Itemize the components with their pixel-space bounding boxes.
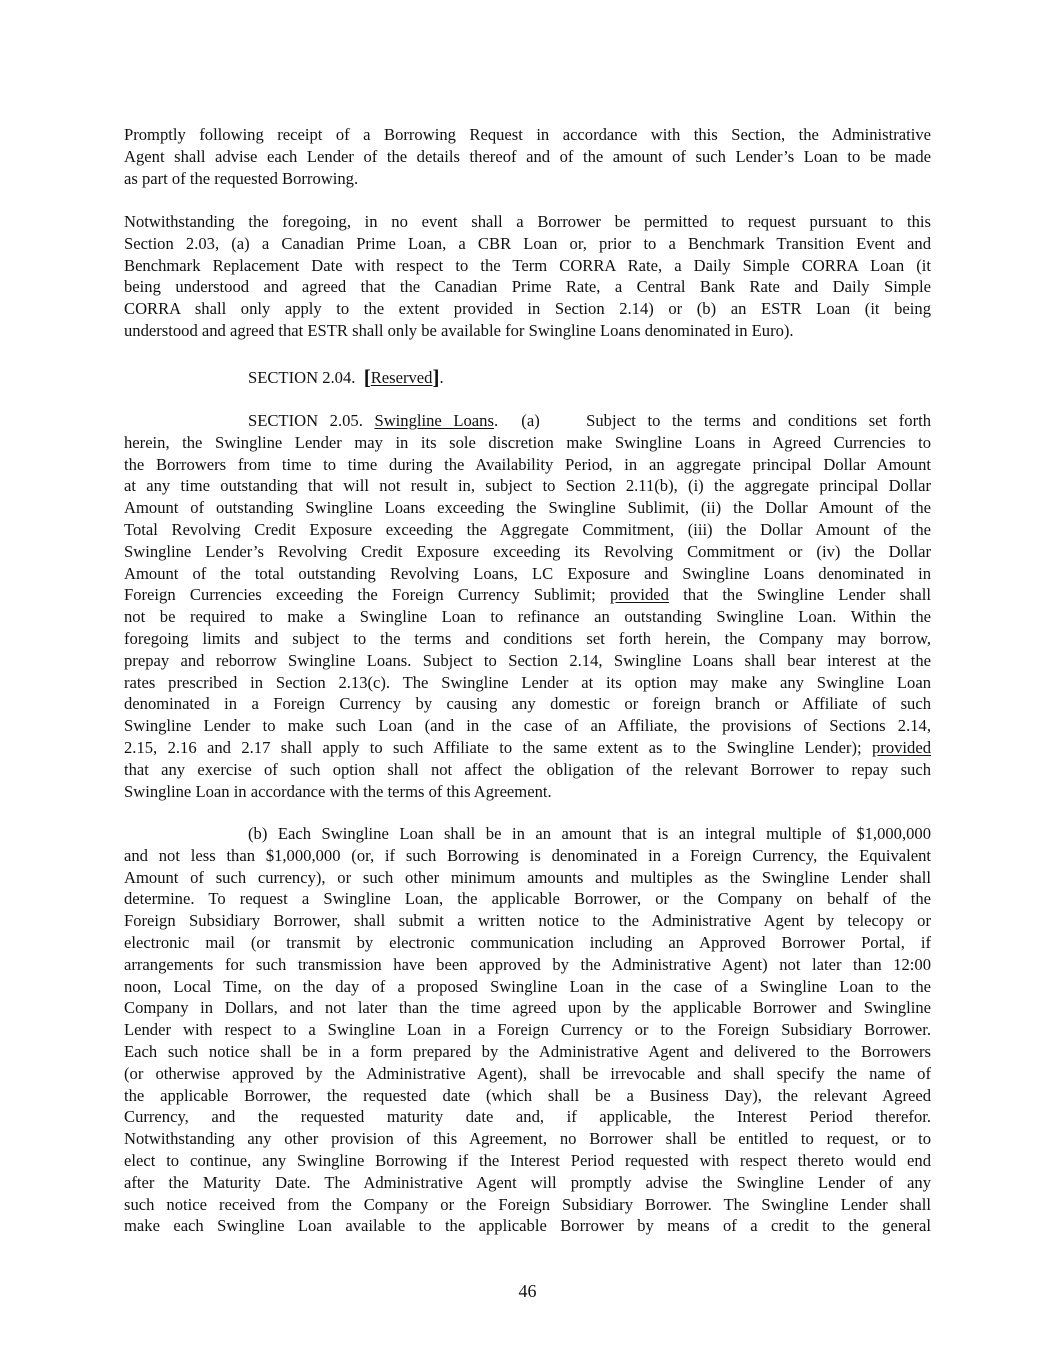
text-line: the Borrowers from time to time during the Availability Period, in an aggregate principal Dollar Amount (124, 454, 931, 474)
text-line (124, 410, 931, 432)
text-line: after the Maturity Date. The Administrative Agent will promptly advise the Swingline Lender of any (124, 1172, 931, 1192)
text-segment: that the Swingline Lender shall (668, 585, 931, 605)
text-line: as part of the requested Borrowing. (124, 168, 359, 188)
text-line: (b) Each Swingline Loan shall be in an amount that is an integral multiple of $1,000,000 (248, 824, 931, 843)
paragraph-section-2-05-a (124, 410, 931, 802)
text-line: not be required to make a Swingline Loan to refinance an outstanding Swingline Loan. Within the (124, 607, 931, 627)
page-number: 46 (518, 1281, 537, 1301)
text-line: make each Swingline Loan available to the applicable Borrower by means of a credit to the general (124, 1216, 931, 1236)
text-line: that any exercise of such option shall not affect the obligation of the relevant Borrower to repay such (124, 759, 931, 779)
text-line: foregoing limits and subject to the terms and conditions set forth herein, the Company may borrow, (124, 628, 931, 648)
text-line: Swingline Lender to make such Loan (and in the case of an Affiliate, the provisions of Sections 2.14, (124, 716, 931, 736)
text-line: Promptly following receipt of a Borrowing Request in accordance with this Section, the Administrative (124, 125, 931, 144)
paragraph-section-2-05-b (124, 823, 931, 1237)
underlined-term: Swingline Loans (374, 411, 494, 430)
text-line: Lender with respect to a Swingline Loan in a Foreign Currency or to the Foreign Subsidiary Borrower. (124, 1020, 931, 1040)
text-line: determine. To request a Swingline Loan, the applicable Borrower, or the Company on behalf of the (124, 889, 931, 909)
text-segment: . (a) Subject to the terms and conditions set forth (493, 411, 932, 430)
bracket-open: [ (363, 365, 371, 389)
text-line: Amount of such currency), or such other minimum amounts and multiples as the Swingline Lender shall (124, 867, 931, 887)
text-line: Agent shall advise each Lender of the details thereof and of the amount of such Lender’s Loan to be made (124, 146, 931, 166)
text-line: Foreign Subsidiary Borrower, shall submit a written notice to the Administrative Agent by telecopy or (124, 911, 931, 931)
text-line: (or otherwise approved by the Administrative Agent), shall be irrevocable and shall specify the name of (124, 1063, 931, 1083)
text-line: understood and agreed that ESTR shall only be available for Swingline Loans denominated in Euro). (124, 320, 794, 340)
text-line: Currency, and the requested maturity date and, if applicable, the Interest Period therefor. (124, 1107, 931, 1127)
text-line (124, 584, 931, 606)
text-line: such notice received from the Company or the Foreign Subsidiary Borrower. The Swingline Lender shall (124, 1194, 931, 1214)
text-line: Section 2.03, (a) a Canadian Prime Loan, a CBR Loan or, prior to a Benchmark Transition Event and (124, 233, 931, 253)
text-line: Swingline Lender’s Revolving Credit Exposure exceeding its Revolving Commitment or (iv) the Dollar (124, 541, 931, 561)
text-line: the applicable Borrower, the requested date (which shall be a Business Day), the relevant Agreed (124, 1085, 931, 1105)
text-line: Each such notice shall be in a form prepared by the Administrative Agent and delivered to the Borrowers (124, 1041, 931, 1061)
text-line: electronic mail (or transmit by electronic communication including an Approved Borrower Portal, if (124, 932, 931, 952)
section-title-reserved: Reserved (370, 368, 433, 387)
section-number: SECTION 2.04. (248, 368, 364, 387)
text-line: Swingline Loan in accordance with the terms of this Agreement. (124, 781, 552, 801)
text-line: herein, the Swingline Lender may in its sole discretion make Swingline Loans in Agreed Currencies to (124, 432, 931, 452)
text-line: at any time outstanding that will not result in, subject to Section 2.11(b), (i) the aggregate principal Dollar (124, 476, 931, 496)
bracket-close: ] (432, 365, 440, 389)
text-line: Benchmark Replacement Date with respect to the Term CORRA Rate, a Daily Simple CORRA Loan (it (124, 255, 931, 275)
underlined-term: provided (609, 585, 669, 605)
text-line: Amount of outstanding Swingline Loans exceeding the Swingline Sublimit, (ii) the Dollar Amount of the (124, 498, 931, 518)
text-segment: 2.15, 2.16 and 2.17 shall apply to such Affiliate to the same extent as to the Swingline Lender); (124, 737, 872, 757)
text-line: being understood and agreed that the Canadian Prime Rate, a Central Bank Rate and Daily Simple (124, 277, 931, 297)
text-line: Total Revolving Credit Exposure exceeding the Aggregate Commitment, (iii) the Dollar Amount of the (124, 519, 931, 539)
text-segment: SECTION 2.05. (248, 411, 375, 430)
underlined-term: provided (872, 737, 931, 757)
section-period: . (439, 368, 444, 387)
text-line: Notwithstanding the foregoing, in no event shall a Borrower be permitted to request pursuant to this (124, 212, 931, 231)
text-line: Notwithstanding any other provision of this Agreement, no Borrower shall be entitled to request, or to (124, 1129, 931, 1149)
text-line (124, 737, 931, 759)
text-line: elect to continue, any Swingline Borrowing if the Interest Period requested with respect thereto would end (124, 1150, 931, 1170)
text-line: noon, Local Time, on the day of a proposed Swingline Loan in the case of a Swingline Loan to the (124, 976, 931, 996)
text-line: CORRA shall only apply to the extent provided in Section 2.14) or (b) an ESTR Loan (it being (124, 299, 931, 319)
paragraph-borrowing-request-advice (124, 124, 931, 189)
paragraph-notwithstanding-foregoing (124, 211, 931, 342)
text-line: Company in Dollars, and not later than the time agreed upon by the applicable Borrower and Swingline (124, 998, 931, 1018)
text-line: arrangements for such transmission have been approved by the Administrative Agent) not later than 12:00 (124, 954, 931, 974)
text-line: rates prescribed in Section 2.13(c). The Swingline Lender at its option may make any Swingline Loan (124, 672, 931, 692)
text-line: denominated in a Foreign Currency by causing any domestic or foreign branch or Affiliate of such (124, 694, 931, 714)
section-2-04-heading (248, 367, 444, 389)
text-segment: Foreign Currencies exceeding the Foreign Currency Sublimit; (124, 585, 610, 605)
text-line: prepay and reborrow Swingline Loans. Subject to Section 2.14, Swingline Loans shall bear interest at the (124, 650, 931, 670)
text-line: and not less than $1,000,000 (or, if such Borrowing is denominated in a Foreign Currency, the Equivalent (124, 845, 931, 865)
text-line: Amount of the total outstanding Revolving Loans, LC Exposure and Swingline Loans denominated in (124, 563, 931, 583)
